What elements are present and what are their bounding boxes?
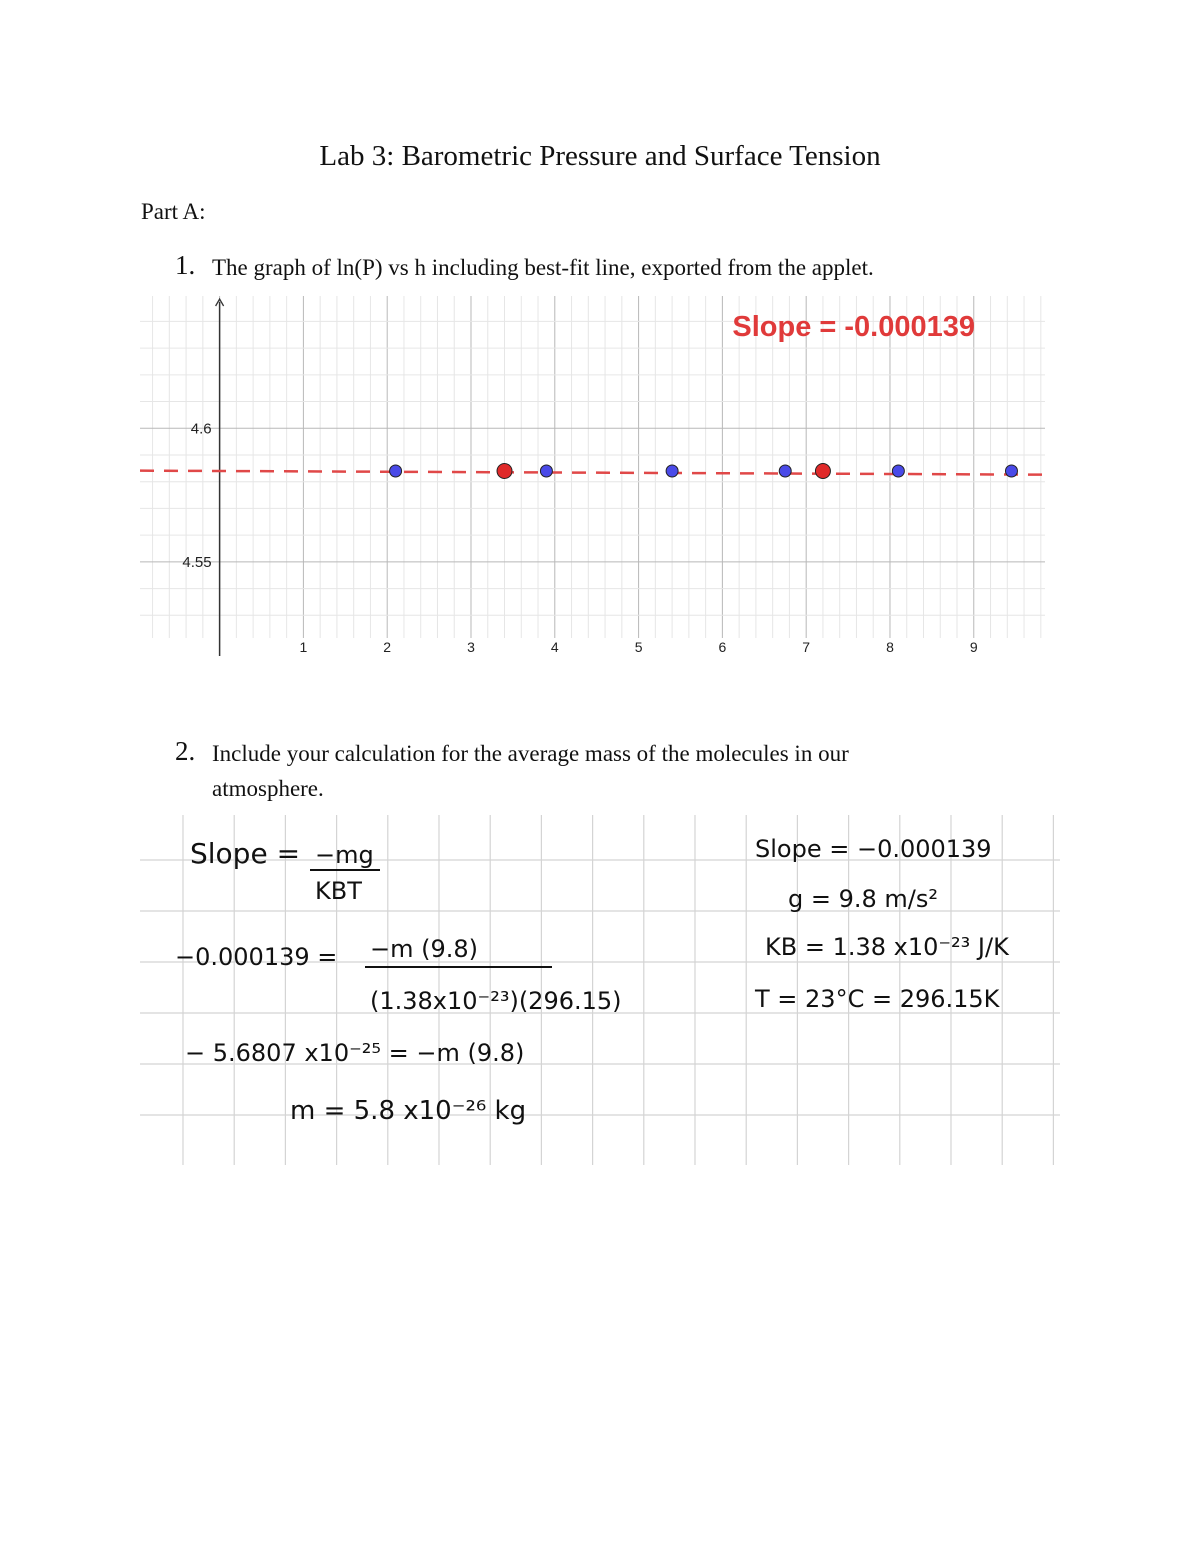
question-2-text-line-1: Include your calculation for the average mass of the molecules in our (212, 741, 849, 766)
part-label: Part A: (141, 199, 206, 224)
given-kb: KB = 1.38 x10⁻²³ J/K (765, 933, 1009, 961)
data-point (497, 464, 512, 479)
data-point (892, 465, 904, 477)
chart-axes (216, 299, 224, 656)
given-g: g = 9.8 m/s² (788, 885, 938, 913)
x-tick-label: 2 (383, 639, 392, 655)
question-1-text: The graph of ln(P) vs h including best-fit line, exported from the applet. (212, 255, 874, 280)
data-point (540, 465, 552, 477)
best-fit-line (140, 471, 1045, 475)
question-2-number: 2. (175, 736, 196, 766)
data-point (390, 465, 402, 477)
data-point (815, 464, 830, 479)
page-title: Lab 3: Barometric Pressure and Surface Tension (319, 140, 881, 172)
x-tick-label: 4 (550, 639, 559, 655)
given-temperature: T = 23°C = 296.15K (755, 985, 1000, 1013)
x-tick-label: 3 (467, 639, 475, 655)
question-1-number: 1. (175, 250, 196, 280)
chart-grid (140, 296, 1045, 638)
y-tick-label: 4.6 (190, 420, 212, 438)
given-slope: Slope = −0.000139 (755, 835, 992, 863)
x-tick-label: 1 (299, 639, 308, 655)
calc-line3: − 5.6807 x10⁻²⁵ = −m (9.8) (185, 1039, 525, 1067)
calc-line2-lhs: −0.000139 = (175, 943, 338, 971)
x-tick-label: 8 (886, 639, 894, 655)
ln-p-vs-h-chart (140, 296, 1045, 661)
calc-slope-numerator: −mg (315, 841, 374, 869)
best-fit-line-segment (140, 471, 1045, 475)
data-point (1005, 465, 1017, 477)
handwritten-calculation (140, 815, 1060, 1165)
data-point (779, 465, 791, 477)
x-tick-label: 7 (802, 639, 811, 655)
x-tick-label: 9 (969, 639, 978, 655)
calc-slope-lhs: Slope = (190, 837, 301, 870)
x-tick-label: 6 (718, 639, 727, 655)
question-2-text-line-2: atmosphere. (212, 776, 324, 801)
y-tick-label: 4.55 (182, 553, 212, 571)
calc-line2-numerator: −m (9.8) (370, 935, 479, 963)
x-tick-label: 5 (634, 639, 643, 655)
calc-slope-denominator: KBT (315, 877, 362, 905)
data-point (666, 465, 678, 477)
slope-annotation: Slope = -0.000139 (732, 311, 975, 343)
calc-line2-denominator: (1.38x10⁻²³)(296.15) (370, 987, 622, 1015)
calc-result: m = 5.8 x10⁻²⁶ kg (290, 1096, 527, 1126)
